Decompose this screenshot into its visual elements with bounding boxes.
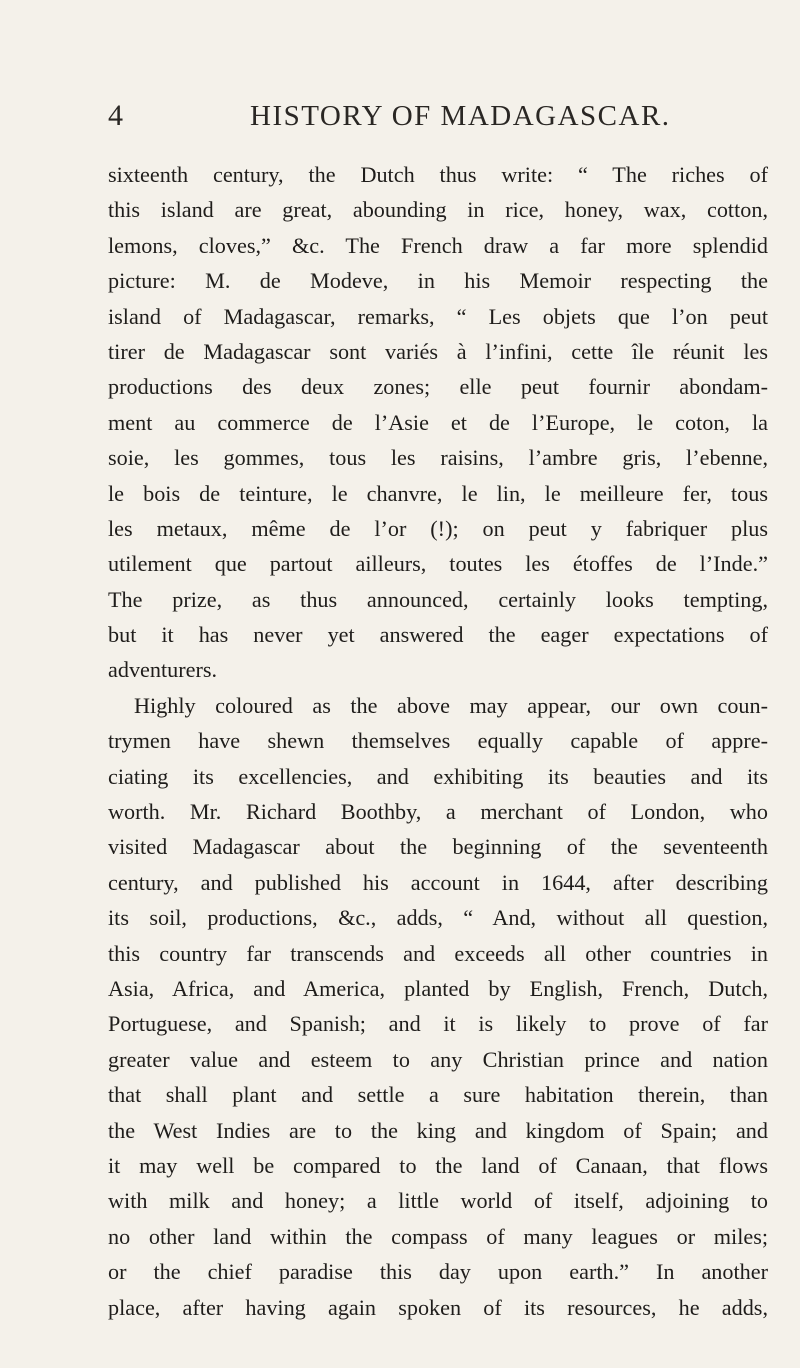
text-line: Portuguese, and Spanish; and it is likely to prove of far xyxy=(108,1011,768,1037)
text-line: utilement que partout ailleurs, toutes les étoffes de l’Inde.” xyxy=(108,551,768,577)
text-line: this country far transcends and exceeds all other countries in xyxy=(108,940,768,966)
text-line: with milk and honey; a little world of itself, adjoining to xyxy=(108,1188,768,1214)
text-line: ment au commerce de l’Asie et de l’Europe, le coton, la xyxy=(108,409,768,435)
text-line: soie, les gommes, tous les raisins, l’ambre gris, l’ebenne, xyxy=(108,445,768,471)
text-line: worth. Mr. Richard Boothby, a merchant of London, who xyxy=(108,799,768,825)
text-line: island of Madagascar, remarks, “ Les objets que l’on peut xyxy=(108,303,768,329)
text-line: that shall plant and settle a sure habitation therein, than xyxy=(108,1082,768,1108)
text-line: le bois de teinture, le chanvre, le lin, le meilleure fer, tous xyxy=(108,480,768,506)
text-line: or the chief paradise this day upon earth.” In another xyxy=(108,1259,768,1285)
text-line: no other land within the compass of many leagues or miles; xyxy=(108,1223,768,1249)
text-line: its soil, productions, &c., adds, “ And, without all question, xyxy=(108,905,768,931)
text-line: the West Indies are to the king and kingdom of Spain; and xyxy=(108,1117,768,1143)
text-line: productions des deux zones; elle peut fournir abondam- xyxy=(108,374,768,400)
text-line: les metaux, même de l’or (!); on peut y fabriquer plus xyxy=(108,515,768,541)
text-line: this island are great, abounding in rice, honey, wax, cotton, xyxy=(108,197,768,223)
text-line: lemons, cloves,” &c. The French draw a far more splendid xyxy=(108,232,768,258)
running-title: HISTORY OF MADAGASCAR. xyxy=(250,100,671,132)
text-line: it may well be compared to the land of Canaan, that flows xyxy=(108,1152,768,1178)
text-line: greater value and esteem to any Christian prince and nation xyxy=(108,1046,768,1072)
page-number: 4 xyxy=(108,99,123,132)
text-line: century, and published his account in 1644, after describing xyxy=(108,869,768,895)
text-line: ciating its excellencies, and exhibiting its beauties and its xyxy=(108,763,768,789)
text-line: tirer de Madagascar sont variés à l’infini, cette île réunit les xyxy=(108,338,768,364)
text-line: sixteenth century, the Dutch thus write: “ The riches of xyxy=(108,162,768,187)
running-head xyxy=(108,96,748,136)
body-text xyxy=(108,157,768,1325)
text-line: visited Madagascar about the beginning of the seventeenth xyxy=(108,834,768,860)
text-line-paragraph-end: adventurers. xyxy=(108,657,218,683)
text-line: picture: M. de Modeve, in his Memoir respecting the xyxy=(108,268,768,294)
text-line: Asia, Africa, and America, planted by English, French, Dutch, xyxy=(108,975,768,1001)
text-line-paragraph-start: Highly coloured as the above may appear, our own coun- xyxy=(134,692,768,718)
text-line: place, after having again spoken of its resources, he adds, xyxy=(108,1294,768,1320)
text-line: trymen have shewn themselves equally capable of appre- xyxy=(108,728,768,754)
text-line: but it has never yet answered the eager expectations of xyxy=(108,622,768,648)
text-line: The prize, as thus announced, certainly looks tempting, xyxy=(108,586,768,612)
